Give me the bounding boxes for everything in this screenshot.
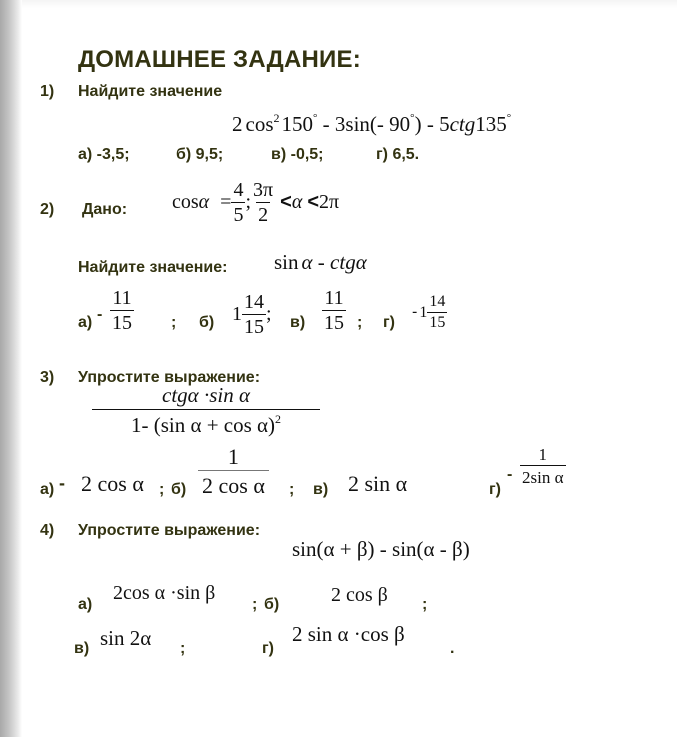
problem-2-instruction: Найдите значение:: [78, 259, 228, 276]
problem-2-answer-d-label: г): [383, 314, 395, 331]
problem-4-answer-d-label: г): [262, 640, 274, 657]
problem-3-answer-d-value: $\frac{1}{\text{2sin α}}$: [522, 445, 564, 487]
problem-3-answer-c-value: 2 sin α: [348, 471, 408, 496]
problem-4-answer-a-value: 2cos α ·sin β: [113, 582, 216, 604]
problem-3-answer-a-sep: ;: [159, 481, 165, 498]
problem-2-answer-c-sep: ;: [357, 314, 363, 331]
slide-left-border: [0, 0, 22, 737]
problem-4-answer-b-label: б): [264, 596, 280, 613]
problem-3-answer-d-label: г): [489, 481, 501, 498]
problem-4-answer-b-value: 2 cos β: [331, 584, 388, 606]
problem-4-answer-c-label: в): [74, 640, 90, 657]
problem-4-answer-b-sep: ;: [422, 596, 428, 613]
problem-3-expression: $\frac{\text{ctgα ·sin α}}{1- (\sin \alpha + \cos \alpha)^2}$: [92, 385, 320, 436]
problem-3-answer-d-sign: -: [507, 466, 513, 483]
problem-2-answer-a-value: $\frac{11}{15}$: [112, 287, 132, 334]
problem-3-answer-c-label: в): [313, 481, 329, 498]
problem-2-answer-b-value: 1 $\frac{14}{15}$ ;: [232, 291, 272, 338]
problem-2-given-label: Дано:: [82, 201, 128, 218]
problem-2-answer-a-sep: ;: [171, 314, 177, 331]
problem-2-answer-a-sign: -: [97, 306, 103, 323]
problem-1-number: 1): [40, 83, 55, 100]
problem-1-answer-c: в) -0,5;: [271, 146, 324, 163]
problem-2-given-expression: cosα = $\frac{4}{5}$ ; $\frac{3\pi}{2}$ <α <2π: [172, 179, 340, 226]
problem-3-answer-b-sep: ;: [289, 481, 295, 498]
problem-4-instruction: Упростите выражение:: [78, 522, 261, 539]
problem-3-answer-b-value: $\frac{1}{\text{2 cos α}}$: [198, 446, 269, 497]
problem-4-expression: sin(α + β) - sin(α - β): [292, 537, 470, 561]
problem-2-answer-c-label: в): [290, 314, 306, 331]
problem-3-instruction: Упростите выражение:: [78, 369, 261, 386]
problem-2-answer-b-label: б): [199, 314, 215, 331]
problem-1-answer-d: г) 6,5.: [376, 146, 420, 163]
problem-2-answer-a-label: а): [78, 314, 93, 331]
problem-3-answer-b-label: б): [171, 481, 187, 498]
problem-4-answer-a-label: а): [78, 596, 93, 613]
problem-1-answer-a: а) -3,5;: [78, 146, 130, 163]
problem-4-answer-d-sep: .: [450, 640, 455, 657]
problem-4-answer-c-sep: ;: [180, 640, 186, 657]
problem-3-answer-a-value: 2 cos α: [81, 471, 144, 496]
problem-4-answer-a-sep: ;: [252, 596, 258, 613]
fraction-4-5: $\frac{4}{5}$: [233, 179, 244, 226]
problem-2-answer-c-value: $\frac{11}{15}$: [324, 287, 344, 334]
problem-1-answer-b: б) 9,5;: [176, 146, 224, 163]
problem-1-expression: 2 $\cos^2150^\circ - 3\sin(-$ 90°) - 5ctg135°: [232, 111, 512, 136]
problem-2-answer-d-value: - 1 $\frac{14}{15}$: [412, 293, 446, 331]
page-title: ДОМАШНЕЕ ЗАДАНИЕ:: [78, 46, 361, 73]
problem-2-number: 2): [40, 201, 55, 218]
problem-2-expression: sin α - ctgα: [274, 250, 367, 274]
fraction-3pi-2: $\frac{3\pi}{2}$: [253, 179, 274, 226]
problem-3-answer-a-label: а): [40, 481, 55, 498]
problem-3-answer-a-sign: -: [59, 473, 65, 493]
problem-1-instruction: Найдите значение: [78, 83, 223, 100]
problem-4-answer-c-value: sin 2α: [100, 626, 152, 650]
problem-4-number: 4): [40, 522, 55, 539]
problem-4-answer-d-value: 2 sin α ·cos β: [292, 622, 405, 646]
problem-3-number: 3): [40, 369, 55, 386]
slide-top-shade: [22, 0, 677, 8]
